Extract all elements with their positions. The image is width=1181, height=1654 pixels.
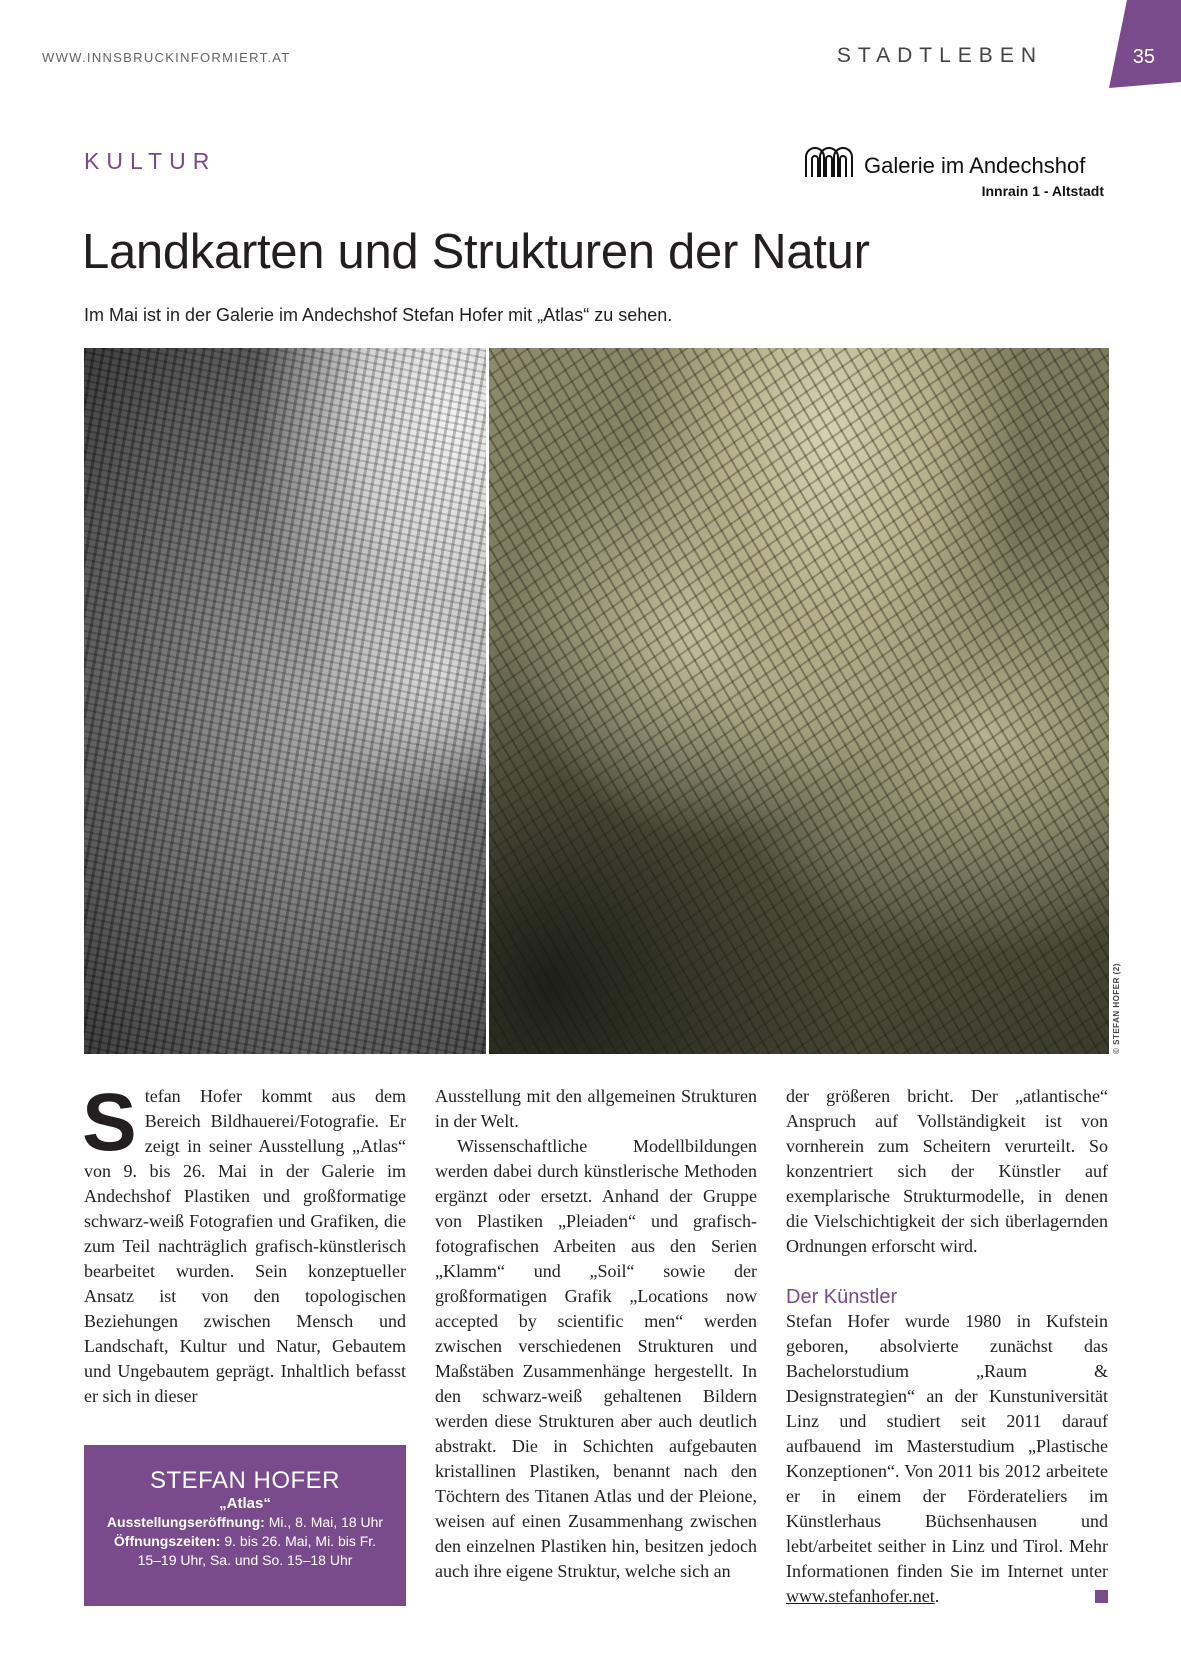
infobox-exhibition-title: „Atlas“ <box>219 1495 271 1512</box>
drop-cap: S <box>82 1077 137 1168</box>
gallery-address: Innrain 1 - Altstadt <box>981 183 1104 199</box>
artist-bio: Stefan Hofer wurde 1980 in Kufstein geboren, absolvierte zunächst das Bachelorstudium „Raum & Designstrategien“ an der Kunstuniversität Linz und studiert seit 2011 darauf aufbauend im Masterstudium „Plastische Konzeptionen“. Von 2011 bis 2012 arbeitete er in einem der Förderateliers im Künstlerhaus Büchsenhausen und lebt/arbeitet seither in Linz und Tirol. Mehr Informationen finden Sie im Internet unter <box>786 1311 1108 1581</box>
page-tab-shape <box>1105 0 1181 88</box>
arches-icon <box>804 147 856 177</box>
column-1-text: tefan Hofer kommt aus dem Bereich Bildhauerei/Fotografie. Er zeigt in seiner Ausstellung „Atlas“ von 9. bis 26. Mai in der Galerie im Andechshof Plastiken und großformatige schwarz-weiß Fotografien und Grafiken, die zum Teil nachträglich grafisch-künstlerisch bearbeitet wurden. Sein konzeptueller Ansatz ist von den topologischen Beziehungen zwischen Mensch und Landschaft, Kultur und Natur, Gebautem und Ungebautem geprägt. Inhaltlich befasst er sich in dieser <box>84 1086 406 1406</box>
artist-website-link[interactable]: www.stefanhofer.net <box>786 1586 935 1606</box>
gallery-name: Galerie im Andechshof <box>864 153 1086 178</box>
infobox-opening-label: Ausstellungseröffnung: <box>106 1514 265 1530</box>
article-end-mark <box>1095 1590 1108 1603</box>
column-3-paragraph-2 <box>786 1309 1108 1609</box>
article-column-3 <box>786 1084 1108 1609</box>
column-2-paragraph-1: Ausstellung mit den allgemeinen Strukturen in der Welt. <box>435 1086 757 1131</box>
infobox-hours-value-1: 9. bis 26. Mai, Mi. bis Fr. <box>224 1533 377 1549</box>
infobox-opening <box>84 1513 406 1532</box>
link-suffix: . <box>934 1586 940 1606</box>
infobox-hours-continued: 15–19 Uhr, Sa. und So. 15–18 Uhr <box>137 1552 353 1568</box>
photo-credit: © STEFAN HOFER (2) <box>1112 963 1121 1054</box>
column-2-paragraph-2: Wissenschaftliche Modellbildungen werden dabei durch künstlerische Methoden ergänzt oder ersetzt. Anhand der Gruppe von Plastiken „Pleiaden“ und grafisch-fotografischen Arbeiten aus den Serien „Klamm“ und „Soil“ sowie der großformatigen Grafik „Locations now accepted by scientific men“ werden zwischen verschiedenen Strukturen und Maßstäben Zusammenhänge hergestellt. In den schwarz-weiß gehaltenen Bildern werden diese Strukturen aber auch deutlich abstrakt. Die in Schichten aufgebauten kristallinen Plastiken, benannt nach den Töchtern des Titanen Atlas und der Pleione, weisen auf einen Zusammenhang zwischen den einzelnen Plastiken hin, besitzen jedoch auch ihre eigene Struktur, welche sich an <box>435 1136 757 1581</box>
artist-subheading: Der Künstler <box>786 1286 898 1308</box>
column-3-paragraph-1: der größeren bricht. Der „atlantische“ Anspruch auf Vollständigkeit ist von vornherein zum Scheitern verurteilt. So konzentriert sich der Künstler auf exemplarische Strukturmodelle, in denen die Vielschichtigkeit der sich überlagernden Ordnungen erforscht wird. <box>786 1086 1108 1256</box>
article-headline: Landkarten und Strukturen der Natur <box>82 225 870 279</box>
sculpture-photo <box>84 348 486 1054</box>
exhibition-info-box <box>84 1445 406 1606</box>
page-number-tab <box>1105 0 1181 88</box>
section-label: STADTLEBEN <box>836 44 1043 67</box>
infobox-hours <box>84 1532 406 1551</box>
infobox-opening-value: Mi., 8. Mai, 18 Uhr <box>268 1514 384 1530</box>
article-column-2 <box>435 1084 757 1584</box>
infobox-artist: STEFAN HOFER <box>149 1467 341 1494</box>
map-artwork-photo <box>489 348 1109 1054</box>
site-url[interactable]: WWW.INNSBRUCKINFORMIERT.AT <box>42 50 291 65</box>
article-subhead: Im Mai ist in der Galerie im Andechshof Stefan Hofer mit „Atlas“ zu sehen. <box>84 305 673 325</box>
article-column-1 <box>82 1077 406 1409</box>
page-number: 35 <box>1132 46 1155 68</box>
section-kicker: KULTUR <box>84 148 217 174</box>
infobox-hours-label: Öffnungszeiten: <box>113 1533 221 1549</box>
gallery-logo <box>804 143 1104 203</box>
